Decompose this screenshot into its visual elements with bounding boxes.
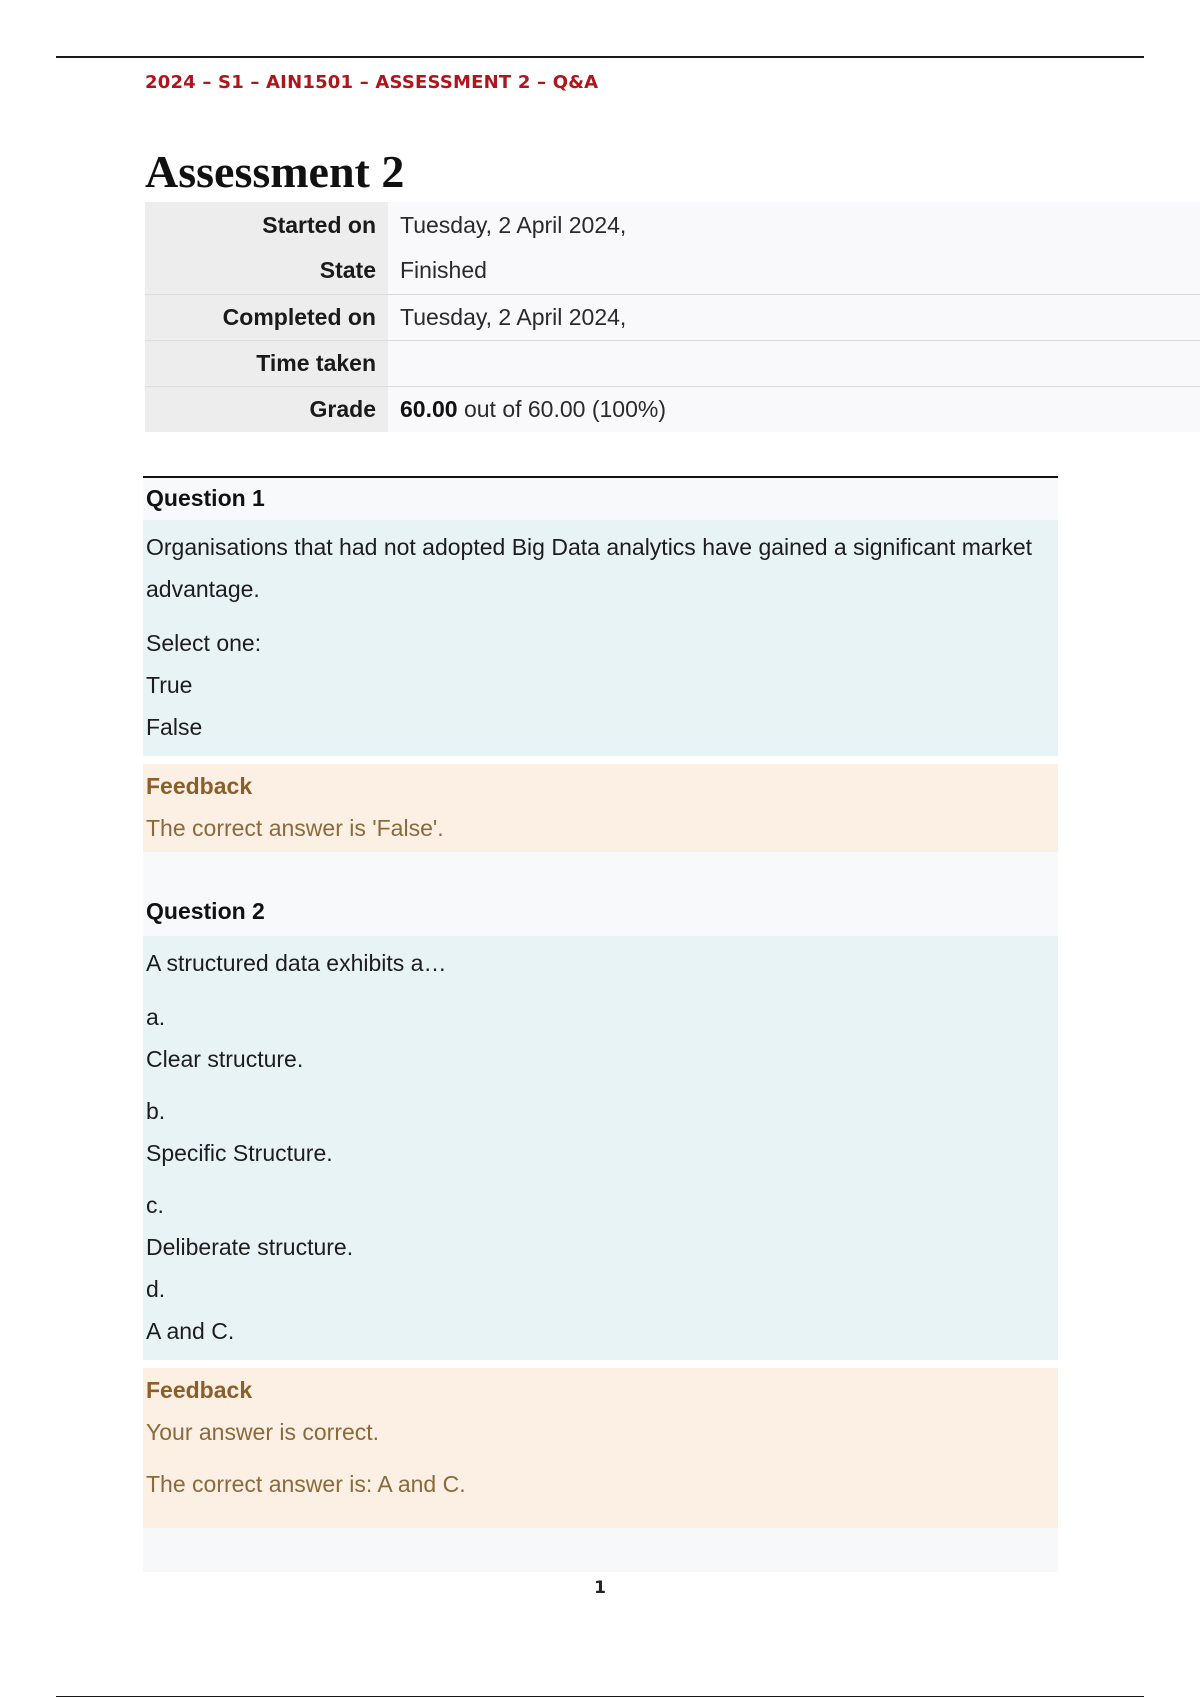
option-letter-a[interactable]: a. bbox=[146, 1004, 166, 1030]
page-title: Assessment 2 bbox=[145, 146, 405, 197]
feedback-line: The correct answer is: A and C. bbox=[146, 1471, 466, 1497]
option-text-d[interactable]: A and C. bbox=[146, 1318, 235, 1344]
question-heading bbox=[143, 852, 1058, 936]
summary-label: State bbox=[145, 248, 388, 294]
feedback-line: The correct answer is 'False'. bbox=[146, 815, 444, 841]
summary-row-started bbox=[145, 202, 1200, 248]
answer-option-false[interactable]: False bbox=[146, 714, 203, 740]
summary-row-state bbox=[145, 248, 1200, 294]
summary-value bbox=[388, 340, 1200, 386]
feedback-title: Feedback bbox=[146, 1377, 253, 1403]
answer-option-true[interactable]: True bbox=[146, 672, 193, 698]
question-1 bbox=[143, 476, 1058, 872]
document-header: 2024 – S1 – AIN1501 – ASSESSMENT 2 – Q&A bbox=[145, 72, 599, 93]
page-number: 1 bbox=[594, 1578, 606, 1598]
summary-row-grade bbox=[145, 386, 1200, 432]
feedback-title: Feedback bbox=[146, 773, 253, 799]
question-footer bbox=[143, 1528, 1058, 1572]
option-letter-c[interactable]: c. bbox=[146, 1192, 164, 1218]
attempt-summary-table bbox=[145, 202, 1200, 432]
option-text-c[interactable]: Deliberate structure. bbox=[146, 1234, 354, 1260]
select-one-label: Select one: bbox=[146, 630, 262, 656]
option-text-a[interactable]: Clear structure. bbox=[146, 1046, 304, 1072]
option-letter-d[interactable]: d. bbox=[146, 1276, 166, 1302]
summary-label: Time taken bbox=[145, 340, 388, 386]
question-heading-text: Question 2 bbox=[146, 898, 265, 924]
summary-label: Completed on bbox=[145, 294, 388, 340]
summary-value bbox=[388, 386, 1200, 432]
question-text: A structured data exhibits a… bbox=[146, 950, 447, 976]
feedback-line: Your answer is correct. bbox=[146, 1419, 380, 1445]
top-rule bbox=[56, 56, 1144, 58]
bottom-rule bbox=[56, 1696, 1144, 1697]
summary-row-completed bbox=[145, 294, 1200, 340]
question-heading: Question 1 bbox=[143, 478, 1058, 520]
question-text: Organisations that had not adopted Big Data analytics have gained a significant market advantage. bbox=[146, 534, 1033, 602]
summary-label: Started on bbox=[145, 202, 388, 248]
summary-row-time-taken bbox=[145, 340, 1200, 386]
summary-value: Finished bbox=[388, 248, 1200, 294]
grade-out-of: out of 60.00 (100%) bbox=[457, 395, 666, 422]
summary-value: Tuesday, 2 April 2024, bbox=[388, 202, 1200, 248]
feedback-box bbox=[143, 1368, 1058, 1528]
question-content bbox=[143, 936, 1058, 1360]
option-text-b[interactable]: Specific Structure. bbox=[146, 1140, 333, 1166]
summary-value: Tuesday, 2 April 2024, bbox=[388, 294, 1200, 340]
grade-score: 60.00 bbox=[400, 395, 458, 422]
option-letter-b[interactable]: b. bbox=[146, 1098, 166, 1124]
question-content bbox=[143, 520, 1058, 756]
question-2 bbox=[143, 852, 1058, 1572]
summary-label: Grade bbox=[145, 386, 388, 432]
